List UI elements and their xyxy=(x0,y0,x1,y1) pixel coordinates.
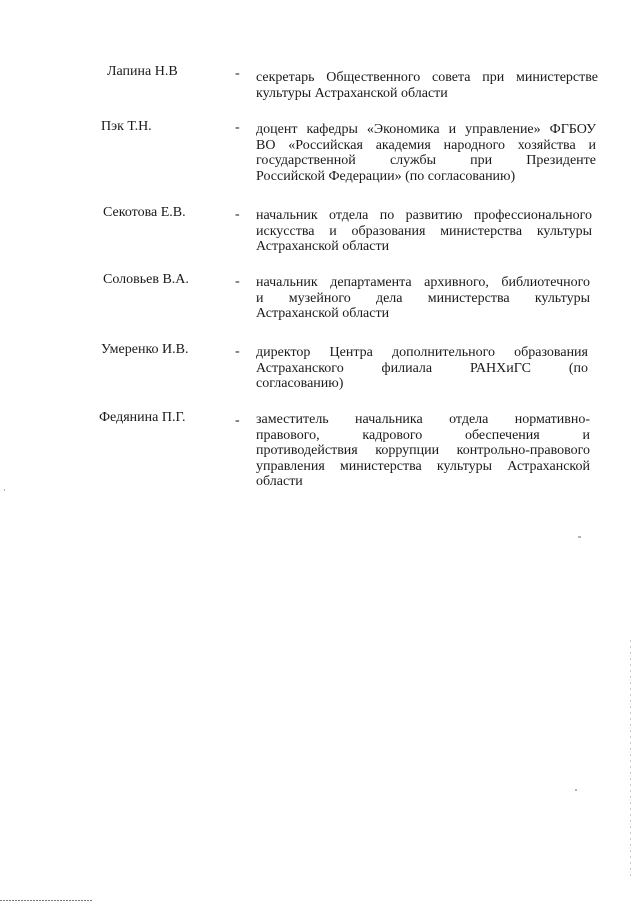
position-line: Российской Федерации» (по согласованию) xyxy=(256,168,516,184)
member-dash: - xyxy=(235,66,240,81)
position-line: доцент кафедры «Экономика и управление» ФГБОУ xyxy=(256,122,596,137)
member-name: Пэк Т.Н. xyxy=(101,119,152,134)
member-name: Секотова Е.В. xyxy=(103,205,186,220)
member-dash: - xyxy=(235,344,240,359)
member-dash: - xyxy=(235,274,240,289)
member-position xyxy=(256,275,590,322)
position-line: Астраханского филиала РАНХиГС (по xyxy=(256,360,588,376)
member-name: Лапина Н.В xyxy=(107,64,178,79)
position-line: начальник департамента архивного, библиотечного xyxy=(256,275,590,290)
scan-speck xyxy=(4,489,5,491)
position-line: государственной службы при Президенте xyxy=(256,153,596,168)
member-dash: - xyxy=(235,120,240,135)
member-name: Соловьев В.А. xyxy=(103,272,189,287)
position-line: заместитель начальника отдела нормативно- xyxy=(256,412,590,427)
member-position xyxy=(256,70,598,101)
position-line: управления министерства культуры Астраханской xyxy=(256,458,590,474)
scan-edge-line xyxy=(630,640,631,880)
member-dash: - xyxy=(235,413,240,428)
member-name: Федянина П.Г. xyxy=(99,410,186,425)
position-line: начальник отдела по развитию профессионального xyxy=(256,208,592,223)
member-position xyxy=(256,345,588,392)
position-line: директор Центра дополнительного образования xyxy=(256,345,588,360)
position-line: секретарь Общественного совета при министерстве xyxy=(256,70,598,85)
position-line: и музейного дела министерства культуры xyxy=(256,290,590,306)
member-dash: - xyxy=(235,207,240,222)
scan-speck xyxy=(575,789,577,791)
position-line: искусства и образования министерства культуры xyxy=(256,223,592,239)
member-position xyxy=(256,122,596,184)
position-line: ВО «Российская академия народного хозяйства и xyxy=(256,137,596,153)
position-line: правового, кадрового обеспечения и xyxy=(256,427,590,443)
member-position xyxy=(256,208,592,255)
scan-speck xyxy=(578,536,581,538)
position-line: области xyxy=(256,474,303,489)
position-line: Астраханской области xyxy=(256,239,390,254)
position-line: согласованию) xyxy=(256,376,344,391)
position-line: культуры Астраханской области xyxy=(256,85,448,101)
member-name: Умеренко И.В. xyxy=(101,342,189,357)
position-line: Астраханской области xyxy=(256,306,390,321)
scan-bottom-line xyxy=(0,900,92,901)
member-position xyxy=(256,412,590,490)
position-line: противодействия коррупции контрольно-правового xyxy=(256,443,590,458)
